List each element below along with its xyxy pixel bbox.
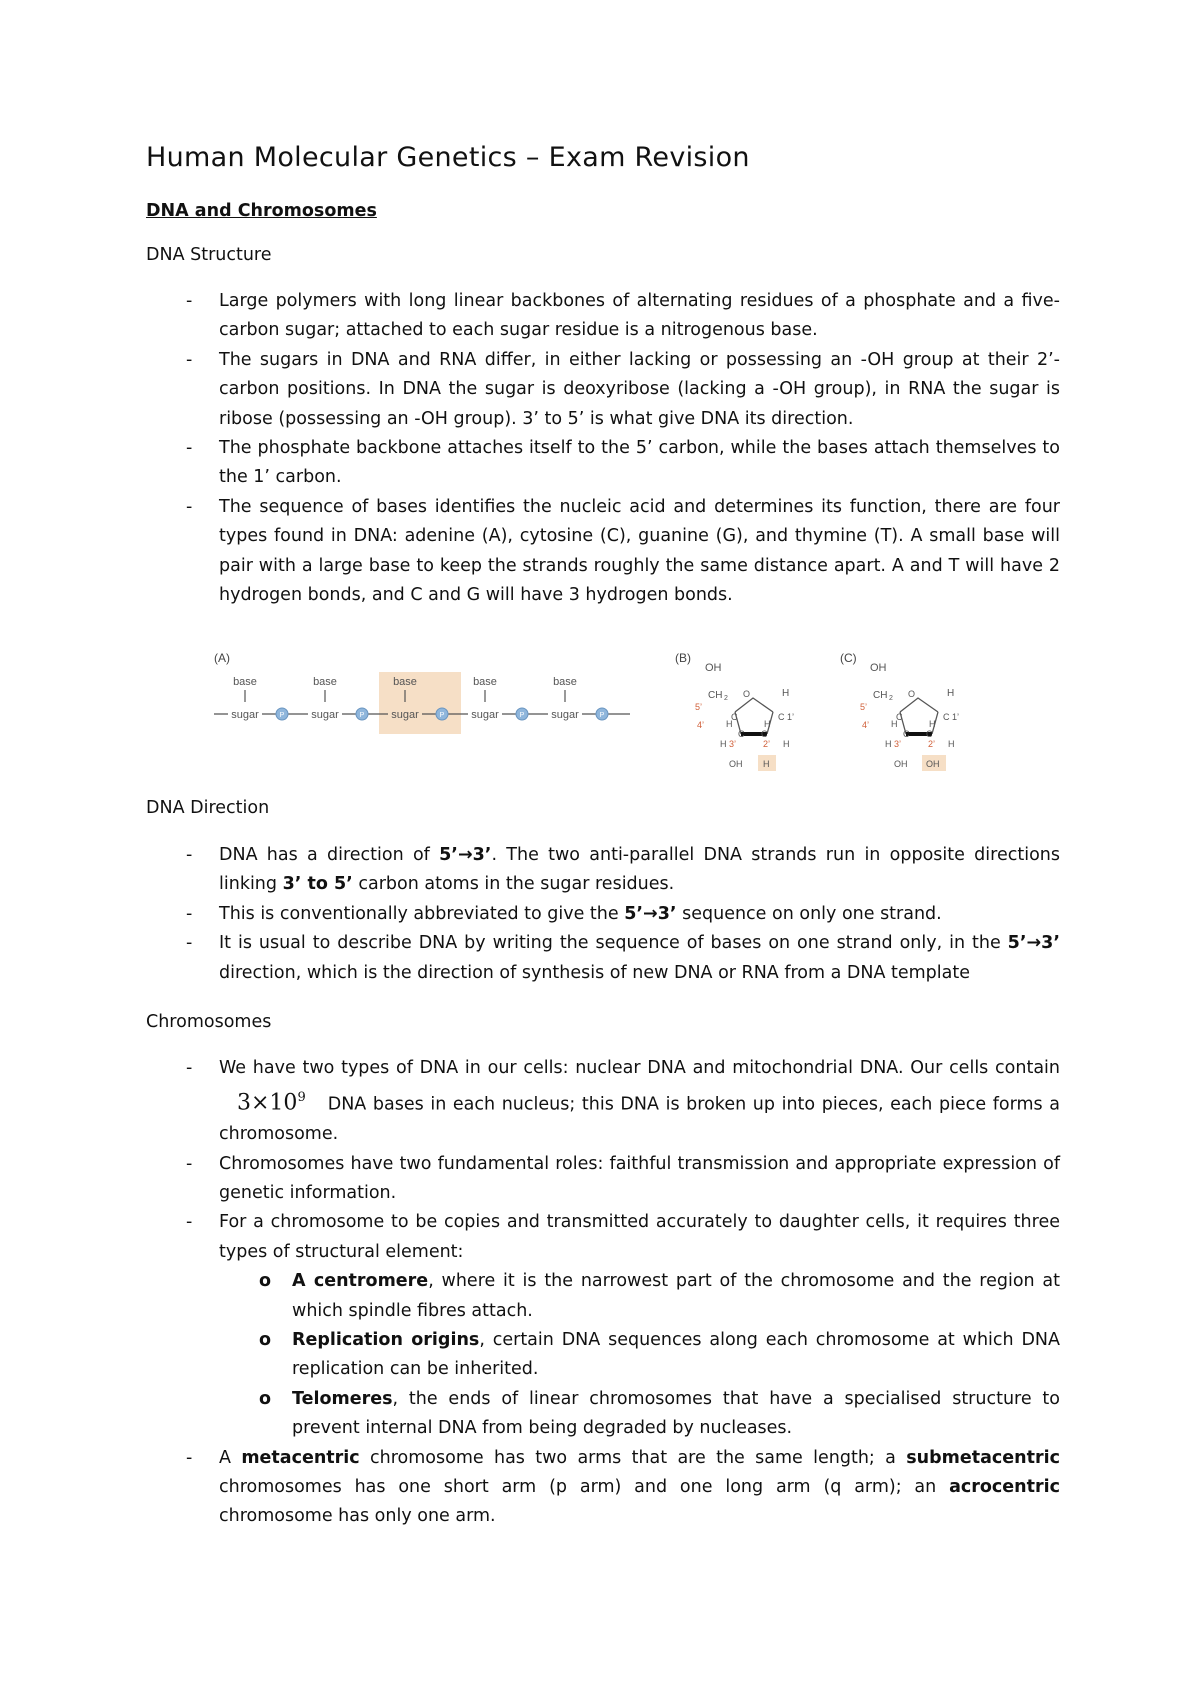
svg-text:2: 2 bbox=[724, 695, 728, 702]
svg-text:P: P bbox=[279, 712, 285, 719]
panel-b-label: (B) bbox=[675, 651, 691, 665]
svg-text:H: H bbox=[947, 688, 955, 699]
list-item: - The sugars in DNA and RNA differ, in either lacking or possessing an -OH group at their 2’-carbon positions. In DNA the sugar is deoxyribose (lacking a -OH group), in RNA the sugar is ribose (possessing an -OH group). 3’ to 5’ is what give DNA its direction. bbox=[146, 346, 1060, 434]
section-heading-dna-and-chromosomes: DNA and Chromosomes bbox=[146, 201, 377, 221]
dna-direction-list bbox=[146, 841, 1060, 988]
svg-text:H: H bbox=[726, 719, 733, 729]
svg-text:OH: OH bbox=[729, 759, 743, 769]
figure-panel-c bbox=[840, 651, 959, 771]
svg-text:5’: 5’ bbox=[695, 702, 703, 712]
svg-text:CH: CH bbox=[873, 690, 888, 701]
svg-text:O: O bbox=[908, 689, 916, 699]
svg-text:C: C bbox=[738, 729, 745, 739]
svg-text:5’: 5’ bbox=[860, 702, 868, 712]
list-item: - It is usual to describe DNA by writing the sequence of bases on one strand only, in the 5’→3’ direction, which is the direction of synthesis of new DNA or RNA from a DNA template bbox=[146, 929, 1060, 988]
svg-text:4’: 4’ bbox=[862, 720, 870, 730]
svg-text:P: P bbox=[519, 712, 525, 719]
svg-text:C: C bbox=[926, 729, 933, 739]
svg-text:H: H bbox=[948, 739, 955, 749]
sub-list-item: o Telomeres, the ends of linear chromosomes that have a specialised structure to prevent internal DNA from being degraded by nucleases. bbox=[219, 1385, 1060, 1444]
dna-structure-figure bbox=[210, 650, 1000, 790]
base-label: base bbox=[233, 676, 257, 688]
svg-text:CH: CH bbox=[708, 690, 723, 701]
svg-text:2’: 2’ bbox=[763, 739, 771, 749]
svg-text:C 1’: C 1’ bbox=[778, 712, 795, 722]
list-item: - DNA has a direction of 5’→3’. The two anti-parallel DNA strands run in opposite directions linking 3’ to 5’ carbon atoms in the sugar residues. bbox=[146, 841, 1060, 900]
dna-structure-list bbox=[146, 287, 1060, 610]
arrow-right-icon: → bbox=[643, 903, 658, 924]
svg-text:C 1’: C 1’ bbox=[943, 712, 960, 722]
svg-text:3’: 3’ bbox=[729, 739, 737, 749]
svg-text:P: P bbox=[599, 712, 605, 719]
svg-text:C: C bbox=[731, 712, 738, 722]
svg-text:C: C bbox=[903, 729, 910, 739]
list-item: - Chromosomes have two fundamental roles: faithful transmission and appropriate expression of genetic information. bbox=[146, 1150, 1060, 1209]
svg-text:4’: 4’ bbox=[697, 720, 705, 730]
figure-panel-b bbox=[675, 651, 794, 771]
list-item: - This is conventionally abbreviated to give the 5’→3’ sequence on only one strand. bbox=[146, 900, 1060, 929]
list-item: - We have two types of DNA in our cells: nuclear DNA and mitochondrial DNA. Our cells $contain3\times 10^9$ DNA bases in each nucleus; this DNA is broken up into pieces, each piece forms a chromosome. bbox=[146, 1054, 1060, 1150]
base-label: base bbox=[313, 676, 337, 688]
highlighted-nucleotide bbox=[379, 672, 461, 734]
svg-text:C: C bbox=[761, 729, 768, 739]
heading-chromosomes: Chromosomes bbox=[146, 1012, 272, 1032]
chromosomes-list bbox=[146, 1054, 1060, 1532]
arrow-right-icon: → bbox=[1026, 933, 1042, 954]
svg-text:H: H bbox=[720, 739, 727, 749]
svg-text:OH: OH bbox=[705, 662, 722, 674]
svg-text:H: H bbox=[783, 739, 790, 749]
panel-c-label: (C) bbox=[840, 651, 857, 665]
sugar-label: sugar bbox=[391, 709, 419, 721]
svg-text:2: 2 bbox=[889, 695, 893, 702]
base-label: base bbox=[473, 676, 497, 688]
list-item: - Large polymers with long linear backbones of alternating residues of a phosphate and a five-carbon sugar; attached to each sugar residue is a nitrogenous base. bbox=[146, 287, 1060, 346]
list-item: - For a chromosome to be copies and transmitted accurately to daughter cells, it requires three types of structural element: o A centromere, where it is the narrowest part of the chromosome and the region at which spindle fibres attach. o Replication origins, certain DNA sequences along each chromosome at which DNA replication can be inherited. o Telomeres, the ends of linear chromosomes that have a specialised structure to prevent internal DNA from being degraded by nucleases. bbox=[146, 1208, 1060, 1443]
svg-text:H: H bbox=[764, 719, 771, 729]
svg-text:H: H bbox=[782, 688, 790, 699]
sub-list-item: o A centromere, where it is the narrowest part of the chromosome and the region at which spindle fibres attach. bbox=[219, 1267, 1060, 1326]
arrow-right-icon: → bbox=[457, 845, 473, 865]
panel-a-label: (A) bbox=[214, 651, 230, 665]
svg-text:O: O bbox=[743, 689, 751, 699]
svg-text:OH: OH bbox=[870, 662, 887, 674]
svg-text:OH: OH bbox=[926, 759, 940, 769]
heading-dna-direction: DNA Direction bbox=[146, 798, 270, 818]
svg-text:OH: OH bbox=[894, 759, 908, 769]
heading-dna-structure: DNA Structure bbox=[146, 245, 272, 265]
svg-text:C: C bbox=[896, 712, 903, 722]
svg-text:P: P bbox=[439, 712, 445, 719]
sugar-label: sugar bbox=[471, 709, 499, 721]
sugar-label: sugar bbox=[551, 709, 579, 721]
list-item: - The phosphate backbone attaches itself to the 5’ carbon, while the bases attach themselves to the 1’ carbon. bbox=[146, 434, 1060, 493]
list-item: - The sequence of bases identifies the nucleic acid and determines its function, there are four types found in DNA: adenine (A), cytosine (C), guanine (G), and thymine (T). A small base will pair with a large base to keep the strands roughly the same distance apart. A and T will have 2 hydrogen bonds, and C and G will have 3 hydrogen bonds. bbox=[146, 493, 1060, 611]
svg-text:H: H bbox=[929, 719, 936, 729]
svg-text:2’: 2’ bbox=[928, 739, 936, 749]
list-item: - A metacentric chromosome has two arms that are the same length; a submetacentric chromosomes has one short arm (p arm) and one long arm (q arm); an acrocentric chromosome has only one arm. bbox=[146, 1444, 1060, 1532]
sugar-label: sugar bbox=[311, 709, 339, 721]
base-label: base bbox=[393, 676, 417, 688]
base-label: base bbox=[553, 676, 577, 688]
svg-text:H: H bbox=[885, 739, 892, 749]
svg-text:3’: 3’ bbox=[894, 739, 902, 749]
sub-list-item: o Replication origins, certain DNA sequences along each chromosome at which DNA replication can be inherited. bbox=[219, 1326, 1060, 1385]
svg-text:H: H bbox=[763, 759, 770, 769]
svg-text:P: P bbox=[359, 712, 365, 719]
document-title: Human Molecular Genetics – Exam Revision bbox=[146, 142, 750, 173]
figure-panel-a bbox=[214, 651, 630, 734]
math-expression: $3\times 10^9$ bbox=[237, 1090, 306, 1116]
sugar-label: sugar bbox=[231, 709, 259, 721]
structural-elements-list bbox=[219, 1267, 1060, 1443]
svg-text:H: H bbox=[891, 719, 898, 729]
